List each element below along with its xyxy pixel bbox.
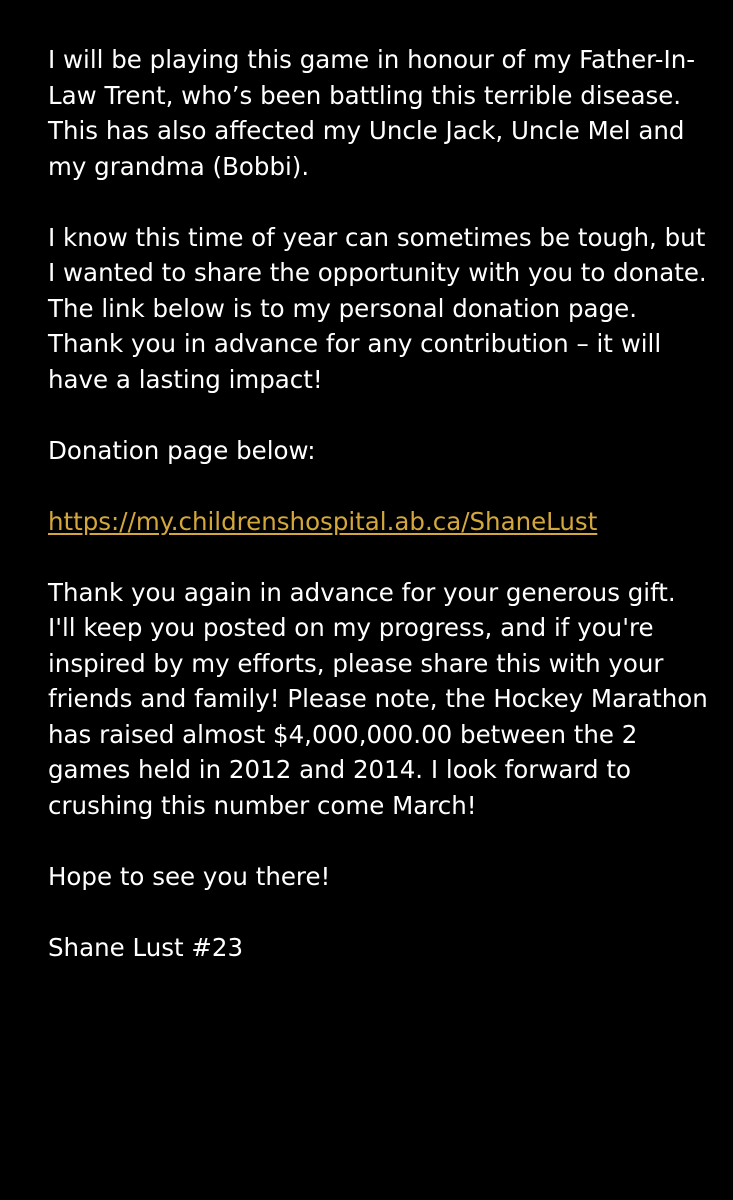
signature: Shane Lust #23 [48, 932, 244, 962]
donation-label: Donation page below: [48, 435, 316, 465]
intro-paragraph: I will be playing this game in honour of my Father-In-Law Trent, who’s been battling this terrible disease. This has also affected my Uncle Jack, Uncle Mel and my grandma (Bobbi). [48, 45, 696, 181]
note-body [48, 42, 708, 1001]
donation-request-paragraph: I know this time of year can sometimes be tough, but I wanted to share the opportunity with you to donate. The link below is to my personal donation page. Thank you in advance for any contribution – it will have a lasting impact! [48, 222, 707, 394]
donation-link[interactable]: https://my.childrenshospital.ab.ca/ShaneLust [48, 506, 598, 536]
thank-you-paragraph: Thank you again in advance for your generous gift. I'll keep you posted on my progress, and if you're inspired by my efforts, please share this with your friends and family! Please note, the Hockey Marathon has raised almost $4,000,000.00 between the 2 games held in 2012 and 2014. I look forward to crushing this number come March! [48, 577, 708, 820]
donation-link-line [48, 504, 708, 540]
closing-line: Hope to see you there! [48, 861, 331, 891]
